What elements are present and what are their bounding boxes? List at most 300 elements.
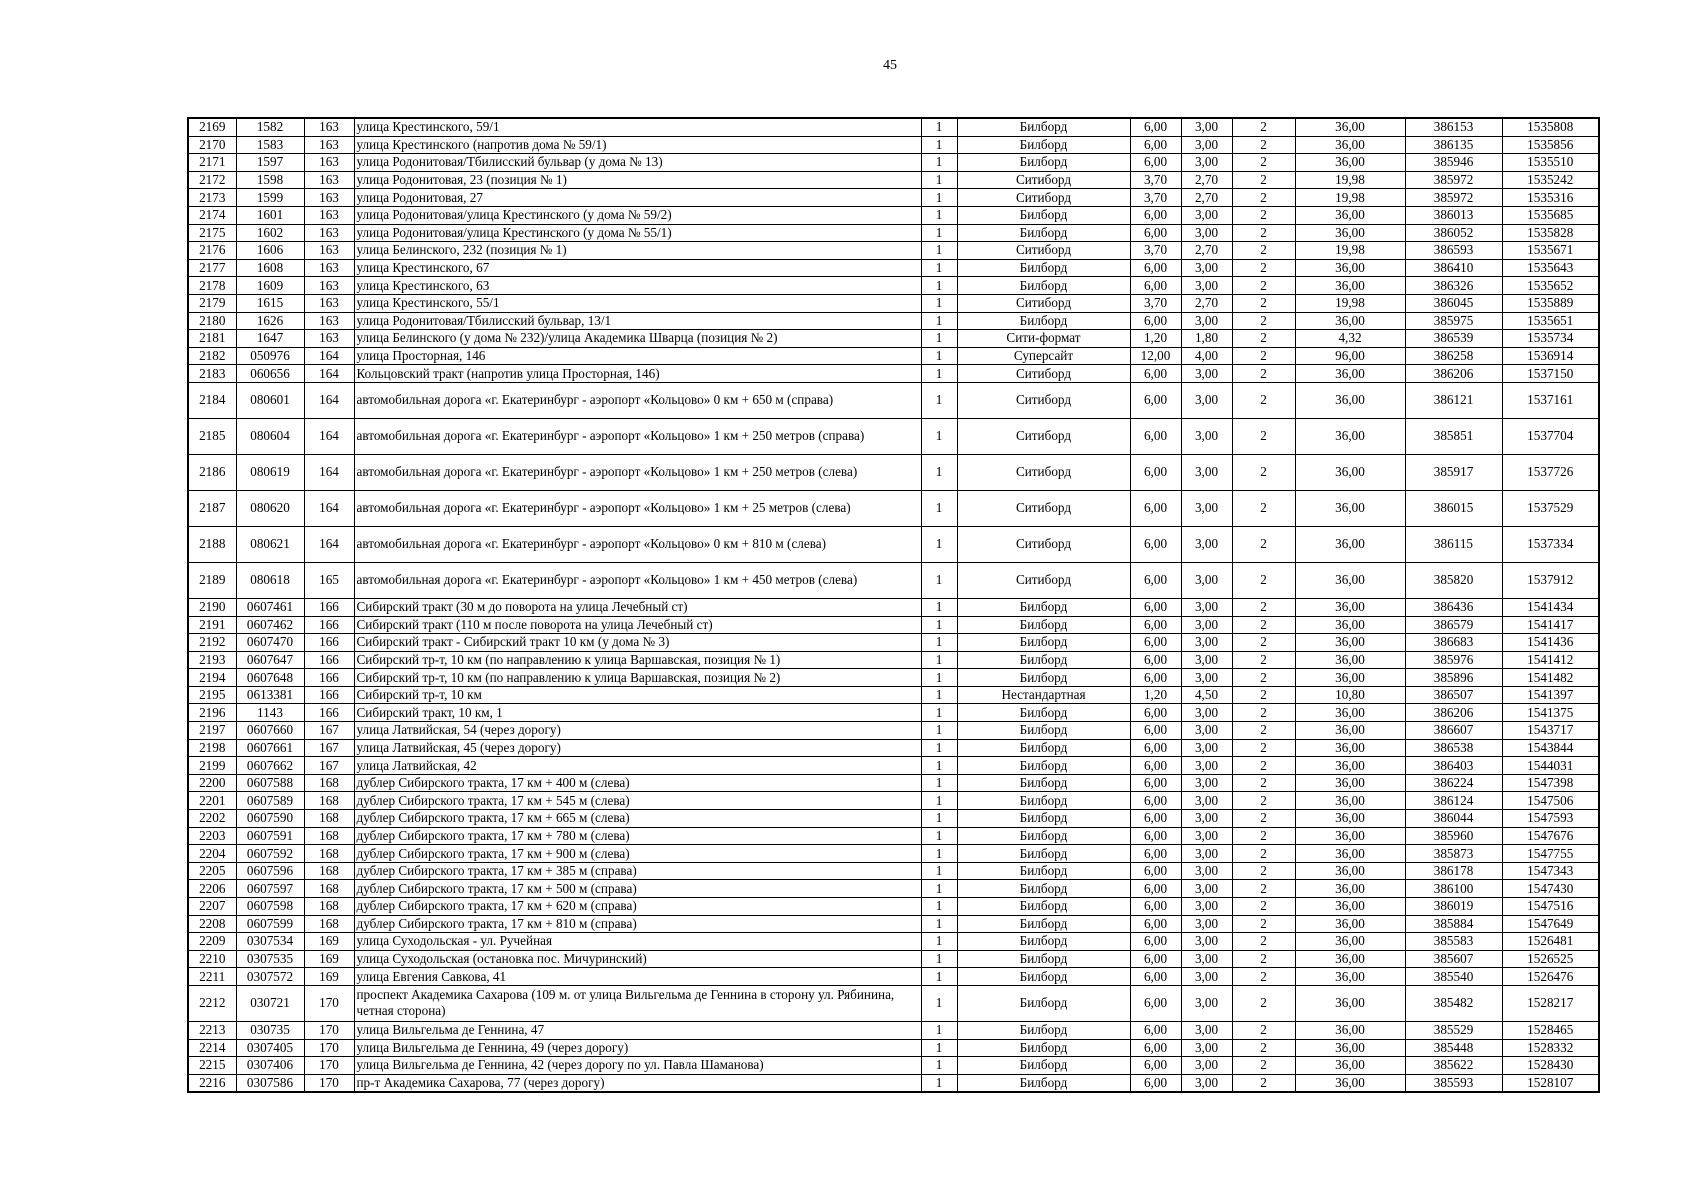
cell-height: 3,00 — [1181, 704, 1232, 722]
cell-type: Билборд — [957, 136, 1130, 154]
cell-width: 6,00 — [1130, 136, 1181, 154]
cell-height: 3,00 — [1181, 985, 1232, 1021]
table-row — [188, 294, 1599, 312]
cell-type: Билборд — [957, 915, 1130, 933]
cell-coord-x: 385946 — [1405, 154, 1502, 172]
cell-area: 36,00 — [1295, 206, 1405, 224]
cell-sides: 1 — [921, 118, 957, 136]
cell-type: Билборд — [957, 792, 1130, 810]
cell-width: 6,00 — [1130, 206, 1181, 224]
cell-type: Билборд — [957, 898, 1130, 916]
cell-coord-y: 1547593 — [1502, 810, 1599, 828]
cell-type: Билборд — [957, 985, 1130, 1021]
cell-sides: 1 — [921, 562, 957, 598]
cell-count: 2 — [1232, 985, 1295, 1021]
cell-coord-x: 386100 — [1405, 880, 1502, 898]
cell-area: 36,00 — [1295, 985, 1405, 1021]
cell-address: улица Родонитовая/Тбилисский бульвар (у дома № 13) — [354, 154, 921, 172]
cell-height: 3,00 — [1181, 454, 1232, 490]
cell-sides: 1 — [921, 598, 957, 616]
cell-address: Сибирский тр-т, 10 км (по направлению к улица Варшавская, позиция № 1) — [354, 651, 921, 669]
table-row — [188, 1039, 1599, 1057]
cell-coord-y: 1541434 — [1502, 598, 1599, 616]
cell-width: 3,70 — [1130, 171, 1181, 189]
cell-width: 6,00 — [1130, 898, 1181, 916]
cell-count: 2 — [1232, 598, 1295, 616]
cell-address: автомобильная дорога «г. Екатеринбург - аэропорт «Кольцово» 0 км + 650 м (справа) — [354, 382, 921, 418]
cell-sides: 1 — [921, 418, 957, 454]
cell-address: дублер Сибирского тракта, 17 км + 400 м (слева) — [354, 774, 921, 792]
cell-coord-x: 385448 — [1405, 1039, 1502, 1057]
cell-coord-y: 1537726 — [1502, 454, 1599, 490]
cell-count: 2 — [1232, 1021, 1295, 1039]
cell-address: улица Крестинского, 63 — [354, 277, 921, 295]
cell-count: 2 — [1232, 950, 1295, 968]
table-row — [188, 224, 1599, 242]
cell-sides: 1 — [921, 294, 957, 312]
cell-code: 030721 — [236, 985, 304, 1021]
cell-type: Билборд — [957, 206, 1130, 224]
cell-height: 3,00 — [1181, 312, 1232, 330]
cell-area: 36,00 — [1295, 722, 1405, 740]
cell-coord-y: 1535856 — [1502, 136, 1599, 154]
cell-zone: 166 — [304, 616, 354, 634]
cell-area: 36,00 — [1295, 915, 1405, 933]
cell-coord-x: 386538 — [1405, 739, 1502, 757]
cell-count: 2 — [1232, 616, 1295, 634]
cell-zone: 167 — [304, 757, 354, 775]
cell-coord-x: 385593 — [1405, 1074, 1502, 1092]
cell-width: 6,00 — [1130, 418, 1181, 454]
table-row — [188, 598, 1599, 616]
cell-height: 3,00 — [1181, 1039, 1232, 1057]
cell-area: 36,00 — [1295, 898, 1405, 916]
cell-area: 36,00 — [1295, 1057, 1405, 1075]
cell-area: 36,00 — [1295, 880, 1405, 898]
cell-address: Сибирский тракт (30 м до поворота на улица Лечебный ст) — [354, 598, 921, 616]
cell-area: 36,00 — [1295, 827, 1405, 845]
cell-address: дублер Сибирского тракта, 17 км + 780 м (слева) — [354, 827, 921, 845]
cell-width: 1,20 — [1130, 686, 1181, 704]
table-row — [188, 382, 1599, 418]
cell-coord-y: 1535889 — [1502, 294, 1599, 312]
cell-address: улица Вильгельма де Геннина, 49 (через дорогу) — [354, 1039, 921, 1057]
cell-zone: 164 — [304, 490, 354, 526]
cell-code: 1143 — [236, 704, 304, 722]
cell-height: 3,00 — [1181, 845, 1232, 863]
cell-area: 36,00 — [1295, 810, 1405, 828]
cell-zone: 170 — [304, 1074, 354, 1092]
cell-zone: 168 — [304, 827, 354, 845]
cell-row-number: 2208 — [188, 915, 236, 933]
cell-zone: 170 — [304, 1021, 354, 1039]
cell-count: 2 — [1232, 277, 1295, 295]
table-row — [188, 933, 1599, 951]
cell-coord-y: 1535734 — [1502, 330, 1599, 348]
cell-zone: 164 — [304, 454, 354, 490]
cell-code: 1582 — [236, 118, 304, 136]
cell-coord-y: 1537161 — [1502, 382, 1599, 418]
cell-coord-x: 386135 — [1405, 136, 1502, 154]
cell-row-number: 2191 — [188, 616, 236, 634]
cell-width: 6,00 — [1130, 704, 1181, 722]
cell-coord-y: 1528107 — [1502, 1074, 1599, 1092]
cell-sides: 1 — [921, 845, 957, 863]
cell-row-number: 2187 — [188, 490, 236, 526]
cell-zone: 163 — [304, 242, 354, 260]
cell-count: 2 — [1232, 562, 1295, 598]
table-row — [188, 616, 1599, 634]
cell-address: автомобильная дорога «г. Екатеринбург - аэропорт «Кольцово» 1 км + 25 метров (слева) — [354, 490, 921, 526]
cell-code: 0607592 — [236, 845, 304, 863]
cell-width: 6,00 — [1130, 968, 1181, 986]
cell-zone: 169 — [304, 968, 354, 986]
cell-coord-x: 385851 — [1405, 418, 1502, 454]
cell-area: 36,00 — [1295, 968, 1405, 986]
cell-width: 6,00 — [1130, 224, 1181, 242]
cell-height: 3,00 — [1181, 418, 1232, 454]
cell-zone: 169 — [304, 950, 354, 968]
cell-sides: 1 — [921, 171, 957, 189]
cell-address: автомобильная дорога «г. Екатеринбург - аэропорт «Кольцово» 0 км + 810 м (слева) — [354, 526, 921, 562]
cell-code: 080601 — [236, 382, 304, 418]
cell-count: 2 — [1232, 365, 1295, 383]
cell-count: 2 — [1232, 259, 1295, 277]
cell-code: 0607661 — [236, 739, 304, 757]
table-row — [188, 774, 1599, 792]
cell-sides: 1 — [921, 365, 957, 383]
cell-coord-x: 386593 — [1405, 242, 1502, 260]
cell-code: 1601 — [236, 206, 304, 224]
cell-sides: 1 — [921, 757, 957, 775]
table-row — [188, 490, 1599, 526]
table-row — [188, 704, 1599, 722]
cell-height: 2,70 — [1181, 189, 1232, 207]
cell-code: 030735 — [236, 1021, 304, 1039]
cell-zone: 164 — [304, 382, 354, 418]
cell-coord-y: 1537912 — [1502, 562, 1599, 598]
cell-coord-x: 386045 — [1405, 294, 1502, 312]
cell-address: улица Белинского, 232 (позиция № 1) — [354, 242, 921, 260]
cell-coord-x: 386015 — [1405, 490, 1502, 526]
cell-code: 1598 — [236, 171, 304, 189]
cell-coord-y: 1537529 — [1502, 490, 1599, 526]
cell-height: 3,00 — [1181, 382, 1232, 418]
cell-width: 6,00 — [1130, 312, 1181, 330]
cell-coord-x: 385975 — [1405, 312, 1502, 330]
cell-row-number: 2189 — [188, 562, 236, 598]
cell-address: улица Крестинского, 59/1 — [354, 118, 921, 136]
cell-sides: 1 — [921, 189, 957, 207]
cell-area: 36,00 — [1295, 562, 1405, 598]
cell-sides: 1 — [921, 1057, 957, 1075]
cell-row-number: 2173 — [188, 189, 236, 207]
cell-code: 0607660 — [236, 722, 304, 740]
cell-coord-x: 386224 — [1405, 774, 1502, 792]
cell-code: 0607590 — [236, 810, 304, 828]
table-row — [188, 171, 1599, 189]
cell-coord-y: 1537704 — [1502, 418, 1599, 454]
cell-zone: 163 — [304, 118, 354, 136]
cell-code: 0607598 — [236, 898, 304, 916]
cell-width: 6,00 — [1130, 277, 1181, 295]
cell-row-number: 2192 — [188, 634, 236, 652]
cell-count: 2 — [1232, 242, 1295, 260]
table-body — [188, 118, 1599, 1092]
cell-row-number: 2205 — [188, 862, 236, 880]
cell-sides: 1 — [921, 312, 957, 330]
cell-height: 3,00 — [1181, 598, 1232, 616]
cell-coord-x: 385917 — [1405, 454, 1502, 490]
cell-type: Билборд — [957, 224, 1130, 242]
cell-width: 6,00 — [1130, 651, 1181, 669]
cell-coord-x: 386410 — [1405, 259, 1502, 277]
cell-count: 2 — [1232, 915, 1295, 933]
cell-row-number: 2180 — [188, 312, 236, 330]
cell-type: Нестандартная — [957, 686, 1130, 704]
cell-sides: 1 — [921, 454, 957, 490]
cell-sides: 1 — [921, 810, 957, 828]
cell-code: 0307534 — [236, 933, 304, 951]
cell-zone: 163 — [304, 259, 354, 277]
cell-type: Билборд — [957, 598, 1130, 616]
cell-type: Ситиборд — [957, 562, 1130, 598]
table-row — [188, 189, 1599, 207]
cell-code: 0607461 — [236, 598, 304, 616]
cell-coord-y: 1541397 — [1502, 686, 1599, 704]
cell-area: 36,00 — [1295, 616, 1405, 634]
cell-width: 6,00 — [1130, 827, 1181, 845]
cell-type: Билборд — [957, 118, 1130, 136]
cell-zone: 164 — [304, 365, 354, 383]
cell-width: 6,00 — [1130, 1039, 1181, 1057]
cell-coord-x: 386579 — [1405, 616, 1502, 634]
cell-coord-x: 386539 — [1405, 330, 1502, 348]
cell-height: 3,00 — [1181, 968, 1232, 986]
cell-zone: 163 — [304, 136, 354, 154]
cell-coord-x: 385482 — [1405, 985, 1502, 1021]
cell-coord-y: 1537334 — [1502, 526, 1599, 562]
cell-coord-y: 1541417 — [1502, 616, 1599, 634]
cell-address: автомобильная дорога «г. Екатеринбург - аэропорт «Кольцово» 1 км + 250 метров (слева) — [354, 454, 921, 490]
cell-row-number: 2170 — [188, 136, 236, 154]
cell-area: 36,00 — [1295, 259, 1405, 277]
cell-code: 0307535 — [236, 950, 304, 968]
cell-coord-y: 1528465 — [1502, 1021, 1599, 1039]
cell-code: 0607588 — [236, 774, 304, 792]
cell-count: 2 — [1232, 454, 1295, 490]
cell-row-number: 2207 — [188, 898, 236, 916]
cell-area: 36,00 — [1295, 454, 1405, 490]
cell-count: 2 — [1232, 347, 1295, 365]
cell-height: 3,00 — [1181, 616, 1232, 634]
cell-zone: 166 — [304, 686, 354, 704]
cell-zone: 163 — [304, 277, 354, 295]
cell-coord-y: 1535685 — [1502, 206, 1599, 224]
cell-width: 6,00 — [1130, 490, 1181, 526]
cell-row-number: 2196 — [188, 704, 236, 722]
cell-zone: 165 — [304, 562, 354, 598]
cell-height: 3,00 — [1181, 490, 1232, 526]
cell-area: 36,00 — [1295, 1074, 1405, 1092]
cell-row-number: 2185 — [188, 418, 236, 454]
cell-coord-y: 1541375 — [1502, 704, 1599, 722]
table-row — [188, 1021, 1599, 1039]
table-row — [188, 330, 1599, 348]
cell-address: улица Латвийская, 54 (через дорогу) — [354, 722, 921, 740]
cell-code: 060656 — [236, 365, 304, 383]
cell-count: 2 — [1232, 118, 1295, 136]
cell-row-number: 2200 — [188, 774, 236, 792]
cell-coord-x: 385896 — [1405, 669, 1502, 687]
cell-type: Билборд — [957, 1039, 1130, 1057]
table-row — [188, 686, 1599, 704]
cell-coord-y: 1526481 — [1502, 933, 1599, 951]
cell-row-number: 2172 — [188, 171, 236, 189]
cell-count: 2 — [1232, 792, 1295, 810]
cell-coord-x: 385884 — [1405, 915, 1502, 933]
cell-address: Кольцовский тракт (напротив улица Просторная, 146) — [354, 365, 921, 383]
cell-coord-x: 386436 — [1405, 598, 1502, 616]
cell-address: пр-т Академика Сахарова, 77 (через дорогу) — [354, 1074, 921, 1092]
cell-coord-y: 1535316 — [1502, 189, 1599, 207]
cell-row-number: 2202 — [188, 810, 236, 828]
cell-coord-y: 1547506 — [1502, 792, 1599, 810]
cell-row-number: 2184 — [188, 382, 236, 418]
cell-type: Билборд — [957, 739, 1130, 757]
cell-sides: 1 — [921, 985, 957, 1021]
cell-height: 3,00 — [1181, 739, 1232, 757]
cell-code: 0607599 — [236, 915, 304, 933]
cell-coord-x: 386178 — [1405, 862, 1502, 880]
cell-zone: 166 — [304, 651, 354, 669]
cell-coord-x: 386044 — [1405, 810, 1502, 828]
cell-zone: 166 — [304, 669, 354, 687]
cell-code: 0607648 — [236, 669, 304, 687]
cell-row-number: 2181 — [188, 330, 236, 348]
cell-width: 12,00 — [1130, 347, 1181, 365]
cell-width: 6,00 — [1130, 365, 1181, 383]
cell-area: 36,00 — [1295, 634, 1405, 652]
cell-height: 3,00 — [1181, 862, 1232, 880]
cell-coord-y: 1536914 — [1502, 347, 1599, 365]
table-row — [188, 526, 1599, 562]
cell-code: 080620 — [236, 490, 304, 526]
cell-zone: 163 — [304, 312, 354, 330]
cell-code: 0607589 — [236, 792, 304, 810]
cell-height: 3,00 — [1181, 365, 1232, 383]
cell-count: 2 — [1232, 312, 1295, 330]
cell-row-number: 2175 — [188, 224, 236, 242]
cell-type: Билборд — [957, 1057, 1130, 1075]
cell-coord-x: 385873 — [1405, 845, 1502, 863]
cell-type: Ситиборд — [957, 189, 1130, 207]
cell-row-number: 2182 — [188, 347, 236, 365]
cell-type: Ситиборд — [957, 171, 1130, 189]
cell-width: 6,00 — [1130, 526, 1181, 562]
cell-type: Билборд — [957, 757, 1130, 775]
cell-sides: 1 — [921, 739, 957, 757]
cell-address: дублер Сибирского тракта, 17 км + 620 м (справа) — [354, 898, 921, 916]
cell-width: 6,00 — [1130, 757, 1181, 775]
cell-width: 6,00 — [1130, 862, 1181, 880]
cell-row-number: 2176 — [188, 242, 236, 260]
cell-coord-y: 1526476 — [1502, 968, 1599, 986]
cell-sides: 1 — [921, 347, 957, 365]
cell-sides: 1 — [921, 136, 957, 154]
cell-row-number: 2204 — [188, 845, 236, 863]
cell-area: 36,00 — [1295, 774, 1405, 792]
cell-count: 2 — [1232, 382, 1295, 418]
table-row — [188, 968, 1599, 986]
cell-address: дублер Сибирского тракта, 17 км + 385 м (справа) — [354, 862, 921, 880]
cell-count: 2 — [1232, 171, 1295, 189]
cell-width: 6,00 — [1130, 985, 1181, 1021]
cell-type: Билборд — [957, 1074, 1130, 1092]
cell-row-number: 2188 — [188, 526, 236, 562]
cell-area: 96,00 — [1295, 347, 1405, 365]
cell-row-number: 2214 — [188, 1039, 236, 1057]
cell-height: 1,80 — [1181, 330, 1232, 348]
cell-width: 6,00 — [1130, 382, 1181, 418]
cell-coord-x: 385622 — [1405, 1057, 1502, 1075]
cell-area: 36,00 — [1295, 1021, 1405, 1039]
cell-sides: 1 — [921, 950, 957, 968]
cell-count: 2 — [1232, 827, 1295, 845]
cell-width: 6,00 — [1130, 562, 1181, 598]
cell-code: 1609 — [236, 277, 304, 295]
cell-address: улица Родонитовая, 23 (позиция № 1) — [354, 171, 921, 189]
cell-count: 2 — [1232, 704, 1295, 722]
cell-sides: 1 — [921, 526, 957, 562]
cell-area: 36,00 — [1295, 118, 1405, 136]
cell-area: 36,00 — [1295, 418, 1405, 454]
cell-code: 1602 — [236, 224, 304, 242]
cell-type: Билборд — [957, 845, 1130, 863]
cell-height: 2,70 — [1181, 171, 1232, 189]
cell-coord-y: 1528217 — [1502, 985, 1599, 1021]
cell-coord-x: 386121 — [1405, 382, 1502, 418]
cell-count: 2 — [1232, 189, 1295, 207]
cell-code: 0307406 — [236, 1057, 304, 1075]
cell-code: 080604 — [236, 418, 304, 454]
cell-sides: 1 — [921, 490, 957, 526]
cell-width: 6,00 — [1130, 1057, 1181, 1075]
cell-height: 3,00 — [1181, 827, 1232, 845]
cell-address: дублер Сибирского тракта, 17 км + 900 м (слева) — [354, 845, 921, 863]
cell-type: Ситиборд — [957, 294, 1130, 312]
cell-coord-x: 385540 — [1405, 968, 1502, 986]
cell-zone: 168 — [304, 845, 354, 863]
cell-area: 36,00 — [1295, 950, 1405, 968]
table-row — [188, 950, 1599, 968]
cell-zone: 168 — [304, 810, 354, 828]
cell-type: Ситиборд — [957, 526, 1130, 562]
cell-area: 36,00 — [1295, 365, 1405, 383]
cell-address: улица Суходольская - ул. Ручейная — [354, 933, 921, 951]
cell-width: 6,00 — [1130, 739, 1181, 757]
cell-row-number: 2179 — [188, 294, 236, 312]
cell-area: 36,00 — [1295, 704, 1405, 722]
cell-address: улица Латвийская, 42 — [354, 757, 921, 775]
cell-code: 050976 — [236, 347, 304, 365]
cell-row-number: 2201 — [188, 792, 236, 810]
table-row — [188, 792, 1599, 810]
cell-coord-x: 385976 — [1405, 651, 1502, 669]
cell-coord-y: 1535671 — [1502, 242, 1599, 260]
cell-address: улица Евгения Савкова, 41 — [354, 968, 921, 986]
cell-coord-x: 385607 — [1405, 950, 1502, 968]
